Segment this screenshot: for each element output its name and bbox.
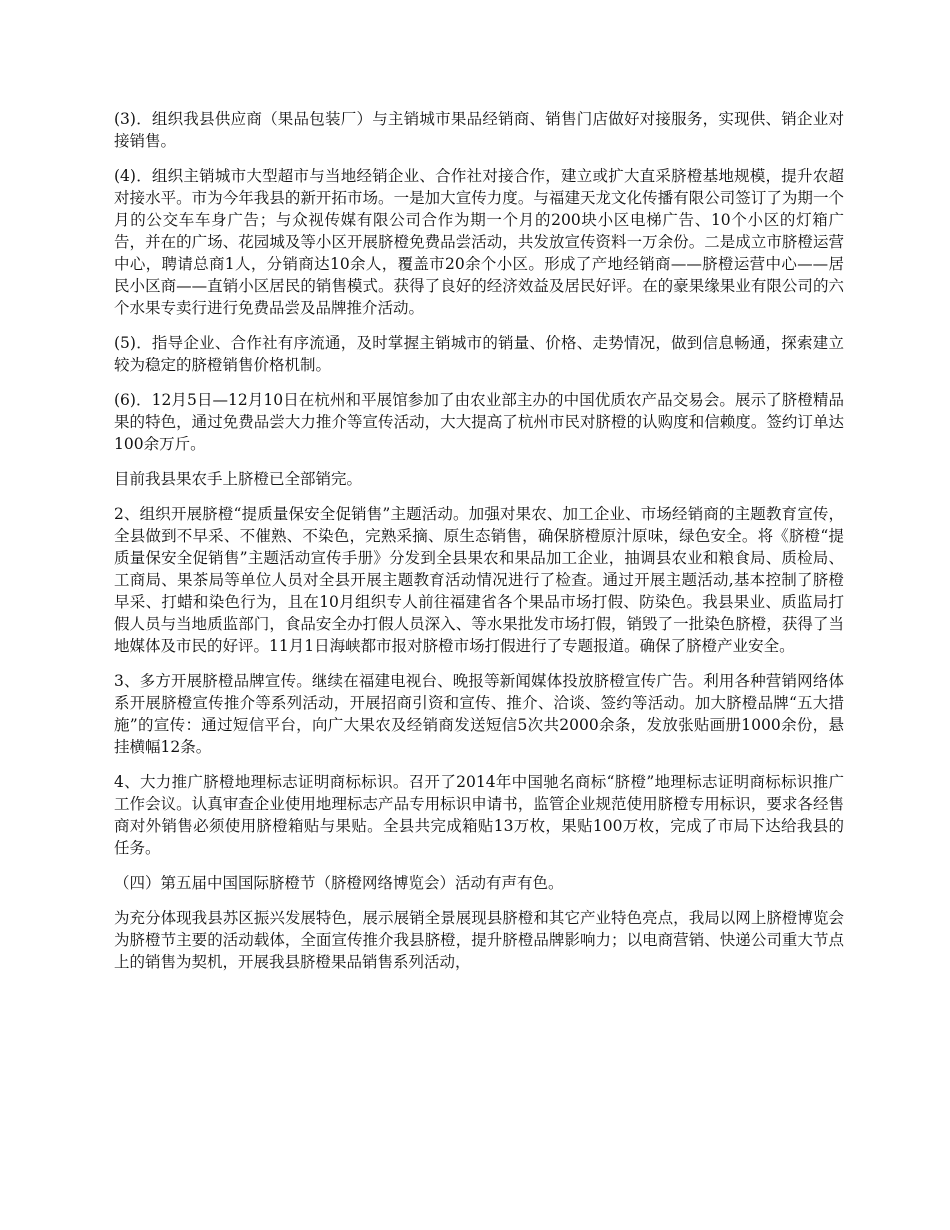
paragraph-summary: 目前我县果农手上脐橙已全部销完。 <box>114 470 363 488</box>
section-heading-four: （四）第五届中国国际脐橙节（脐橙网络博览会）活动有声有色。 <box>114 874 564 892</box>
paragraph-section-2: 2、组织开展脐橙“提质量保安全促销售”主题活动。加强对果农、加工企业、市场经销商的主题教育宣传，全县做到不早采、不催熟、不染色，完熟采摘、原生态销售，确保脐橙原汁原味，绿色安全。将《脐橙“提质量保安全促销售”主题活动宣传手册》分发到全县果农和果品加工企业，抽调县农业和粮食局、质检局、工商局、果茶局等单位人员对全县开展主题教育活动情况进行了检查。通过开展主题活动,基本控制了脐橙早采、打蜡和染色行为，且在10月组织专人前往福建省各个果品市场打假、防染色。我县果业、质监局打假人员与当地质监部门，食品安全办打假人员深入、等水果批发市场打假，销毁了一批染色脐橙，获得了当地媒体及市民的好评。11月1日海峡都市报对脐橙市场打假进行了专题报道。确保了脐橙产业安全。 <box>114 505 844 655</box>
paragraph-festival: 为充分体现我县苏区振兴发展特色，展示展销全景展现县脐橙和其它产业特色亮点，我局以网上脐橙博览会为脐橙节主要的活动载体，全面宣传推介我县脐橙，提升脐橙品牌影响力；以电商营销、快递公司重大节点上的销售为契机，开展我县脐橙果品销售系列活动， <box>114 909 844 971</box>
paragraph-item-4: (4)．组织主销城市大型超市与当地经销企业、合作社对接合作，建立或扩大直采脐橙基地规模，提升农超对接水平。市为今年我县的新开拓市场。一是加大宣传力度。与福建天龙文化传播有限公司签订了为期一个月的公交车车身广告；与众视传媒有限公司合作为期一个月的200块小区电梯广告、10个小区的灯箱广告，并在的广场、花园城及等小区开展脐橙免费品尝活动，共发放宣传资料一万余份。二是成立市脐橙运营中心，聘请总商1人，分销商达10余人，覆盖市20余个小区。形成了产地经销商——脐橙运营中心——居民小区商——直销小区居民的销售模式。获得了良好的经济效益及居民好评。在的豪果缘果业有限公司的六个水果专卖行进行免费品尝及品牌推介活动。 <box>114 167 844 317</box>
paragraph-item-5: (5)．指导企业、合作社有序流通，及时掌握主销城市的销量、价格、走势情况，做到信息畅通，探索建立较为稳定的脐橙销售价格机制。 <box>114 334 844 374</box>
document-body <box>114 108 844 985</box>
paragraph-section-3: 3、多方开展脐橙品牌宣传。继续在福建电视台、晚报等新闻媒体投放脐橙宣传广告。利用各种营销网络体系开展脐橙宣传推介等系列活动，开展招商引资和宣传、推介、洽谈、签约等活动。加大脐橙品牌“五大措施”的宣传：通过短信平台，向广大果农及经销商发送短信5次共2000余条，发放张贴画册1000余份，悬挂横幅12条。 <box>114 672 844 756</box>
paragraph-item-6: (6)．12月5日—12月10日在杭州和平展馆参加了由农业部主办的中国优质农产品交易会。展示了脐橙精品果的特色，通过免费品尝大力推介等宣传活动，大大提高了杭州市民对脐橙的认购度和信赖度。签约订单达100余万斤。 <box>114 391 844 453</box>
paragraph-item-3: (3)．组织我县供应商（果品包装厂）与主销城市果品经销商、销售门店做好对接服务，实现供、销企业对接销售。 <box>114 110 844 150</box>
paragraph-section-4: 4、大力推广脐橙地理标志证明商标标识。召开了2014年中国驰名商标“脐橙”地理标志证明商标标识推广工作会议。认真审查企业使用地理标志产品专用标识申请书，监管企业规范使用脐橙专用标识，要求各经售商对外销售必须使用脐橙箱贴与果贴。全县共完成箱贴13万枚，果贴100万枚，完成了市局下达给我县的任务。 <box>114 773 844 857</box>
